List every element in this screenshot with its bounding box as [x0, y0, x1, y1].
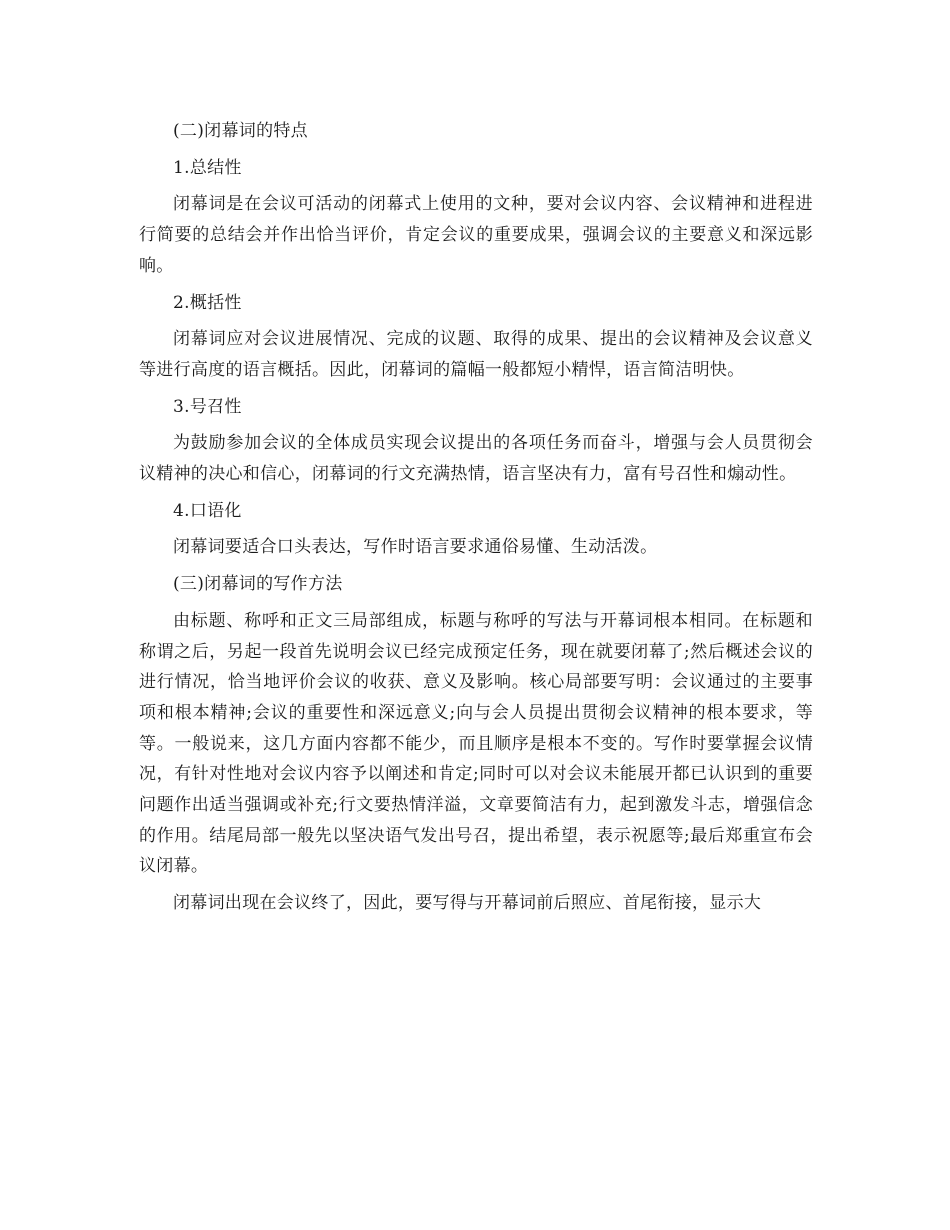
paragraph-generalization: 闭幕词应对会议进展情况、完成的议题、取得的成果、提出的会议精神及会议意义等进行高度的语言概括。因此，闭幕词的篇幅一般都短小精悍，语言简洁明快。 [139, 329, 813, 380]
paragraph-closing: 闭幕词出现在会议终了，因此，要写得与开幕词前后照应、首尾衔接，显示大 [173, 893, 762, 914]
paragraph-writing-method: 由标题、称呼和正文三局部组成，标题与称呼的写法与开幕词根本相同。在标题和称谓之后，另起一段首先说明会议已经完成预定任务，现在就要闭幕了;然后概述会议的进行情况，恰当地评价会议的收获、意义及影响。核心局部要写明：会议通过的主要事项和根本精神;会议的重要性和深远意义;向与会人员提出贯彻会议精神的根本要求，等等。一般说来，这几方面内容都不能少，而且顺序是根本不变的。写作时要掌握会议情况，有针对性地对会议内容予以阐述和肯定;同时可以对会议未能展开都已认识到的重要问题作出适当强调或补充;行文要热情洋溢，文章要简洁有力，起到激发斗志，增强信念的作用。结尾局部一般先以坚决语气发出号召，提出希望，表示祝愿等;最后郑重宣布会议闭幕。 [139, 610, 813, 877]
subheading-appeal: 3.号召性 [173, 396, 242, 417]
section-heading-features: (二)闭幕词的特点 [173, 121, 308, 141]
paragraph-appeal: 为鼓励参加会议的全体成员实现会议提出的各项任务而奋斗，增强与会人员贯彻会议精神的决心和信心，闭幕词的行文充满热情，语言坚决有力，富有号召性和煽动性。 [139, 433, 813, 485]
paragraph-summary: 闭幕词是在会议可活动的闭幕式上使用的文种，要对会议内容、会议精神和进程进行简要的总结会并作出恰当评价，肯定会议的重要成果，强调会议的主要意义和深远影响。 [139, 194, 813, 276]
subheading-colloquial: 4.口语化 [173, 500, 242, 521]
document-body [139, 116, 813, 925]
subheading-summary: 1.总结性 [173, 157, 242, 178]
paragraph-colloquial: 闭幕词要适合口头表达，写作时语言要求通俗易懂、生动活泼。 [173, 537, 658, 558]
section-heading-writing-method: (三)闭幕词的写作方法 [173, 574, 343, 595]
subheading-generalization: 2.概括性 [173, 292, 242, 313]
